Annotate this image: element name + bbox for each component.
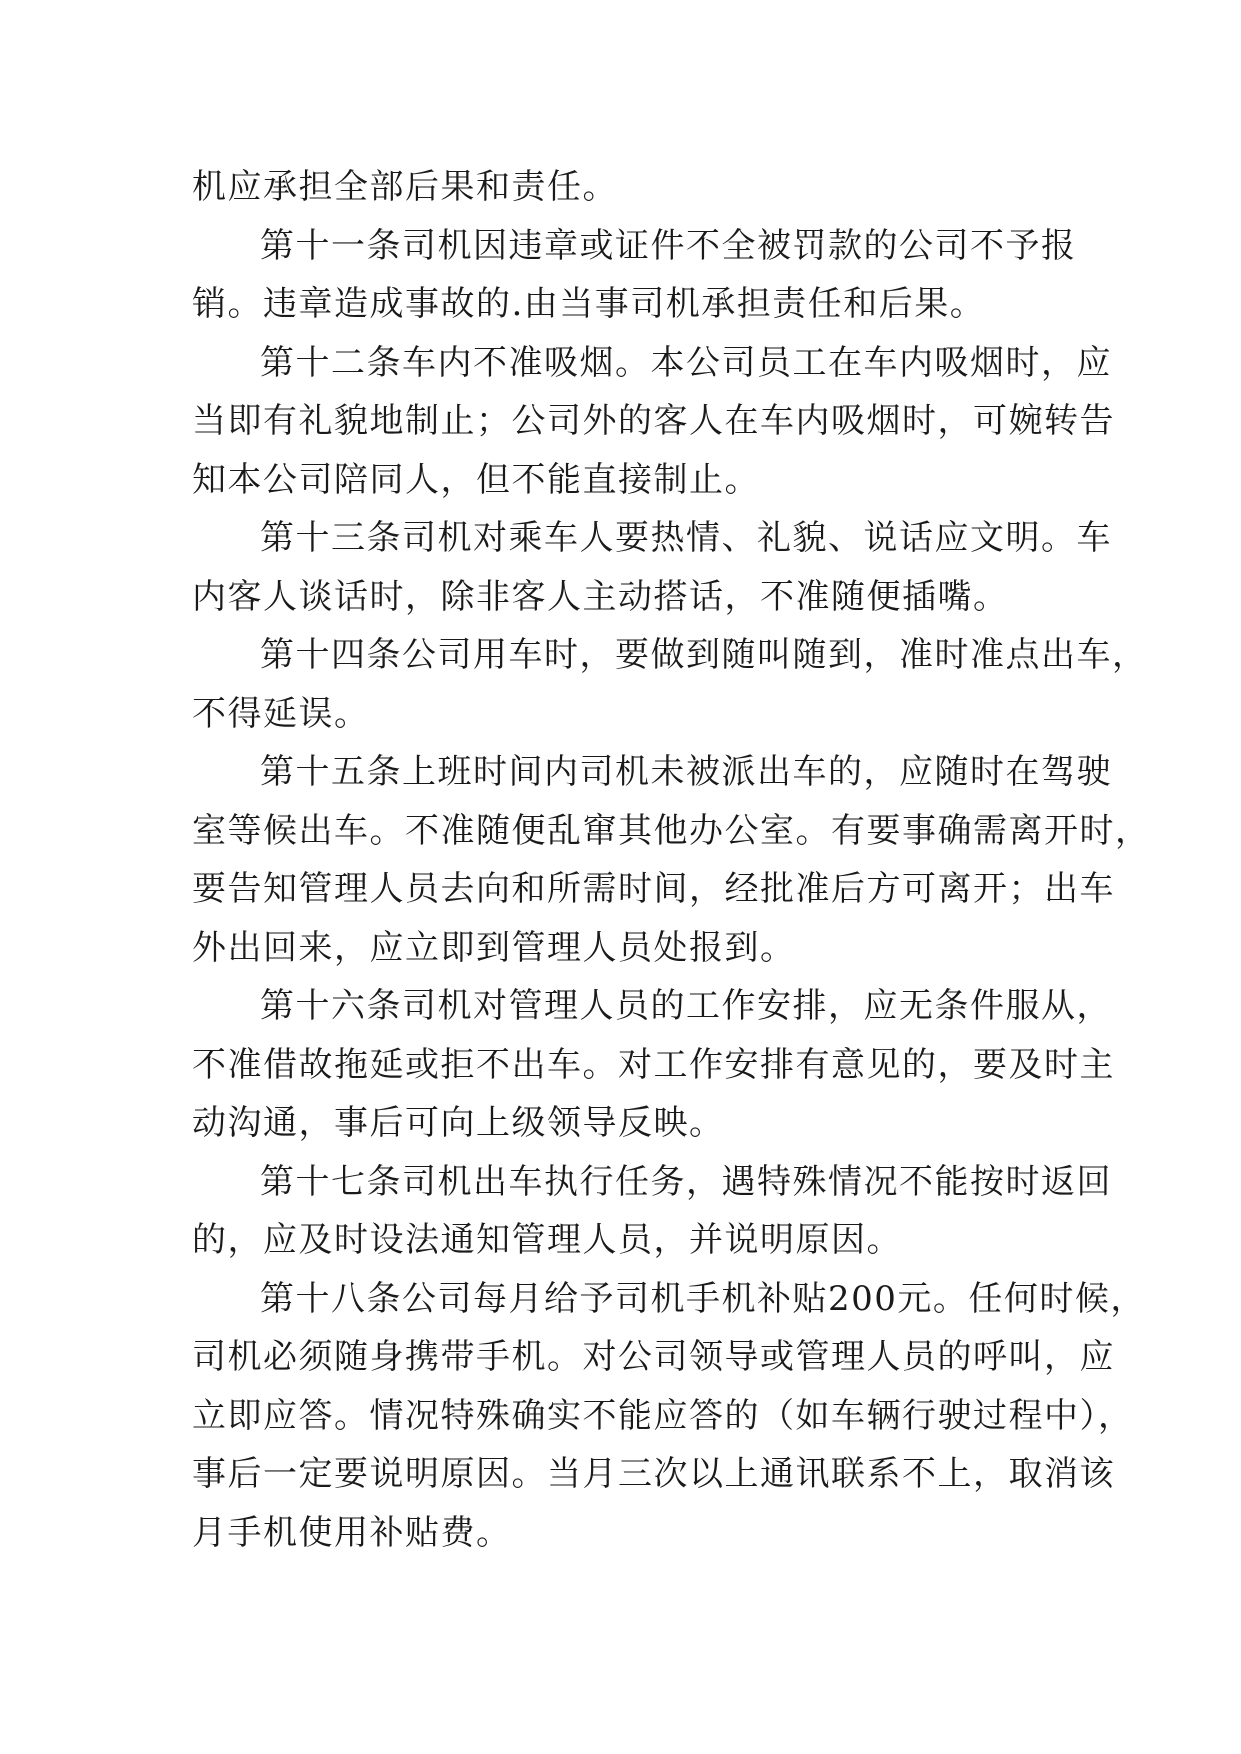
text-line: 月手机使用补贴费。 (192, 1512, 512, 1553)
text-line: 的，应及时设法通知管理人员，并说明原因。 (192, 1220, 902, 1260)
text-line: 第十一条司机因违章或证件不全被罚款的公司不予报 (260, 225, 1077, 266)
text-line: 第十八条公司每月给予司机手机补贴200元。任何时候， (260, 1278, 1146, 1319)
text-line: 事后一定要说明原因。当月三次以上通讯联系不上，取消该 (192, 1454, 1115, 1494)
text-line: 要告知管理人员去向和所需时间，经批准后方可离开；出车 (192, 869, 1115, 909)
text-line: 第十四条公司用车时，要做到随叫随到，准时准点出车， (260, 635, 1148, 675)
text-line: 销。违章造成事故的.由当事司机承担责任和后果。 (192, 284, 986, 324)
text-line: 第十三条司机对乘车人要热情、礼貌、说话应文明。车 (260, 518, 1112, 558)
text-line: 动沟通，事后可向上级领导反映。 (192, 1103, 725, 1143)
document-body (192, 158, 1151, 1562)
text-line: 当即有礼貌地制止；公司外的客人在车内吸烟时，可婉转告 (192, 401, 1115, 441)
text-line: 室等候出车。不准随便乱窜其他办公室。有要事确需离开时， (192, 810, 1151, 851)
text-line: 不得延误。 (192, 693, 370, 734)
text-line: 司机必须随身携带手机。对公司领导或管理人员的呼叫，应 (192, 1337, 1115, 1377)
text-line: 第十七条司机出车执行任务，遇特殊情况不能按时返回 (260, 1161, 1112, 1202)
text-line: 不准借故拖延或拒不出车。对工作安排有意见的，要及时主 (192, 1044, 1115, 1085)
text-line: 第十二条车内不准吸烟。本公司员工在车内吸烟时，应 (260, 342, 1112, 383)
text-line: 机应承担全部后果和责任。 (192, 167, 618, 207)
text-line: 立即应答。情况特殊确实不能应答的（如车辆行驶过程中）， (192, 1395, 1134, 1436)
text-line: 知本公司陪同人，但不能直接制止。 (192, 459, 760, 500)
text-line: 第十五条上班时间内司机未被派出车的，应随时在驾驶 (260, 752, 1112, 792)
text-line: 外出回来，应立即到管理人员处报到。 (192, 927, 796, 968)
text-line: 第十六条司机对管理人员的工作安排，应无条件服从， (260, 986, 1112, 1026)
text-line: 内客人谈话时，除非客人主动搭话，不准随便插嘴。 (192, 576, 1009, 617)
